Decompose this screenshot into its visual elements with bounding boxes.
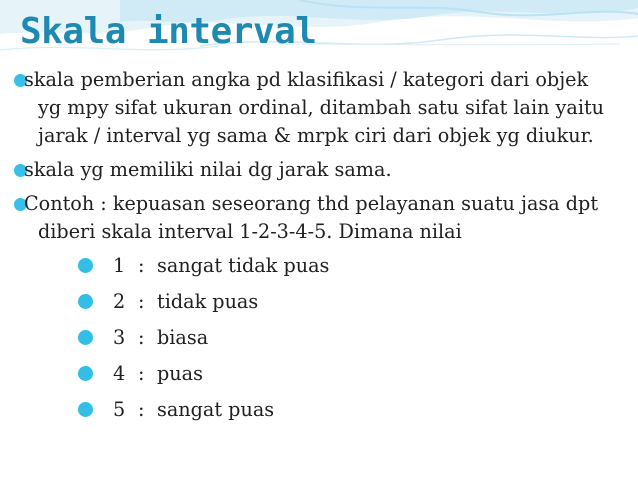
scale-value: 2 bbox=[113, 290, 126, 313]
scale-value: 4 bbox=[113, 362, 126, 385]
bullet-item bbox=[14, 156, 626, 184]
scale-value: 5 bbox=[113, 398, 126, 421]
bullet-text: skala pemberian angka pd klasifikasi / kategori dari objek yg mpy sifat ukuran ordinal, ditambah satu sifat lain yaitu jarak / interval yg sama & mrpk ciri dari objek yg diukur. bbox=[24, 68, 605, 147]
scale-description: sangat puas bbox=[157, 398, 275, 421]
bullet-text: skala yg memiliki nilai dg jarak sama. bbox=[24, 158, 392, 181]
bullet-dot-icon bbox=[78, 330, 93, 345]
scale-description: puas bbox=[157, 362, 203, 385]
scale-separator: : bbox=[138, 398, 145, 421]
bullet-dot-icon bbox=[78, 258, 93, 273]
scale-value: 1 bbox=[113, 254, 126, 277]
scale-description: biasa bbox=[157, 326, 209, 349]
bullet-dot-icon bbox=[78, 402, 93, 417]
scale-separator: : bbox=[138, 362, 145, 385]
list-item bbox=[14, 392, 626, 428]
scale-value: 3 bbox=[113, 326, 126, 349]
list-item bbox=[14, 320, 626, 356]
scale-separator: : bbox=[138, 254, 145, 277]
bullet-text: Contoh : kepuasan seseorang thd pelayanan suatu jasa dpt diberi skala interval 1-2-3-4-5. Dimana nilai bbox=[24, 192, 599, 243]
scale-description: sangat tidak puas bbox=[157, 254, 330, 277]
bullet-dot-icon bbox=[78, 366, 93, 381]
scale-description: tidak puas bbox=[157, 290, 259, 313]
list-item bbox=[14, 356, 626, 392]
scale-separator: : bbox=[138, 326, 145, 349]
list-item bbox=[14, 248, 626, 284]
bullet-dot-icon bbox=[78, 294, 93, 309]
slide-title: Skala interval bbox=[20, 11, 317, 52]
scale-separator: : bbox=[138, 290, 145, 313]
bullet-item bbox=[14, 66, 626, 150]
scale-list bbox=[14, 248, 626, 428]
slide-content bbox=[14, 66, 626, 428]
list-item bbox=[14, 284, 626, 320]
bullet-item bbox=[14, 190, 626, 246]
